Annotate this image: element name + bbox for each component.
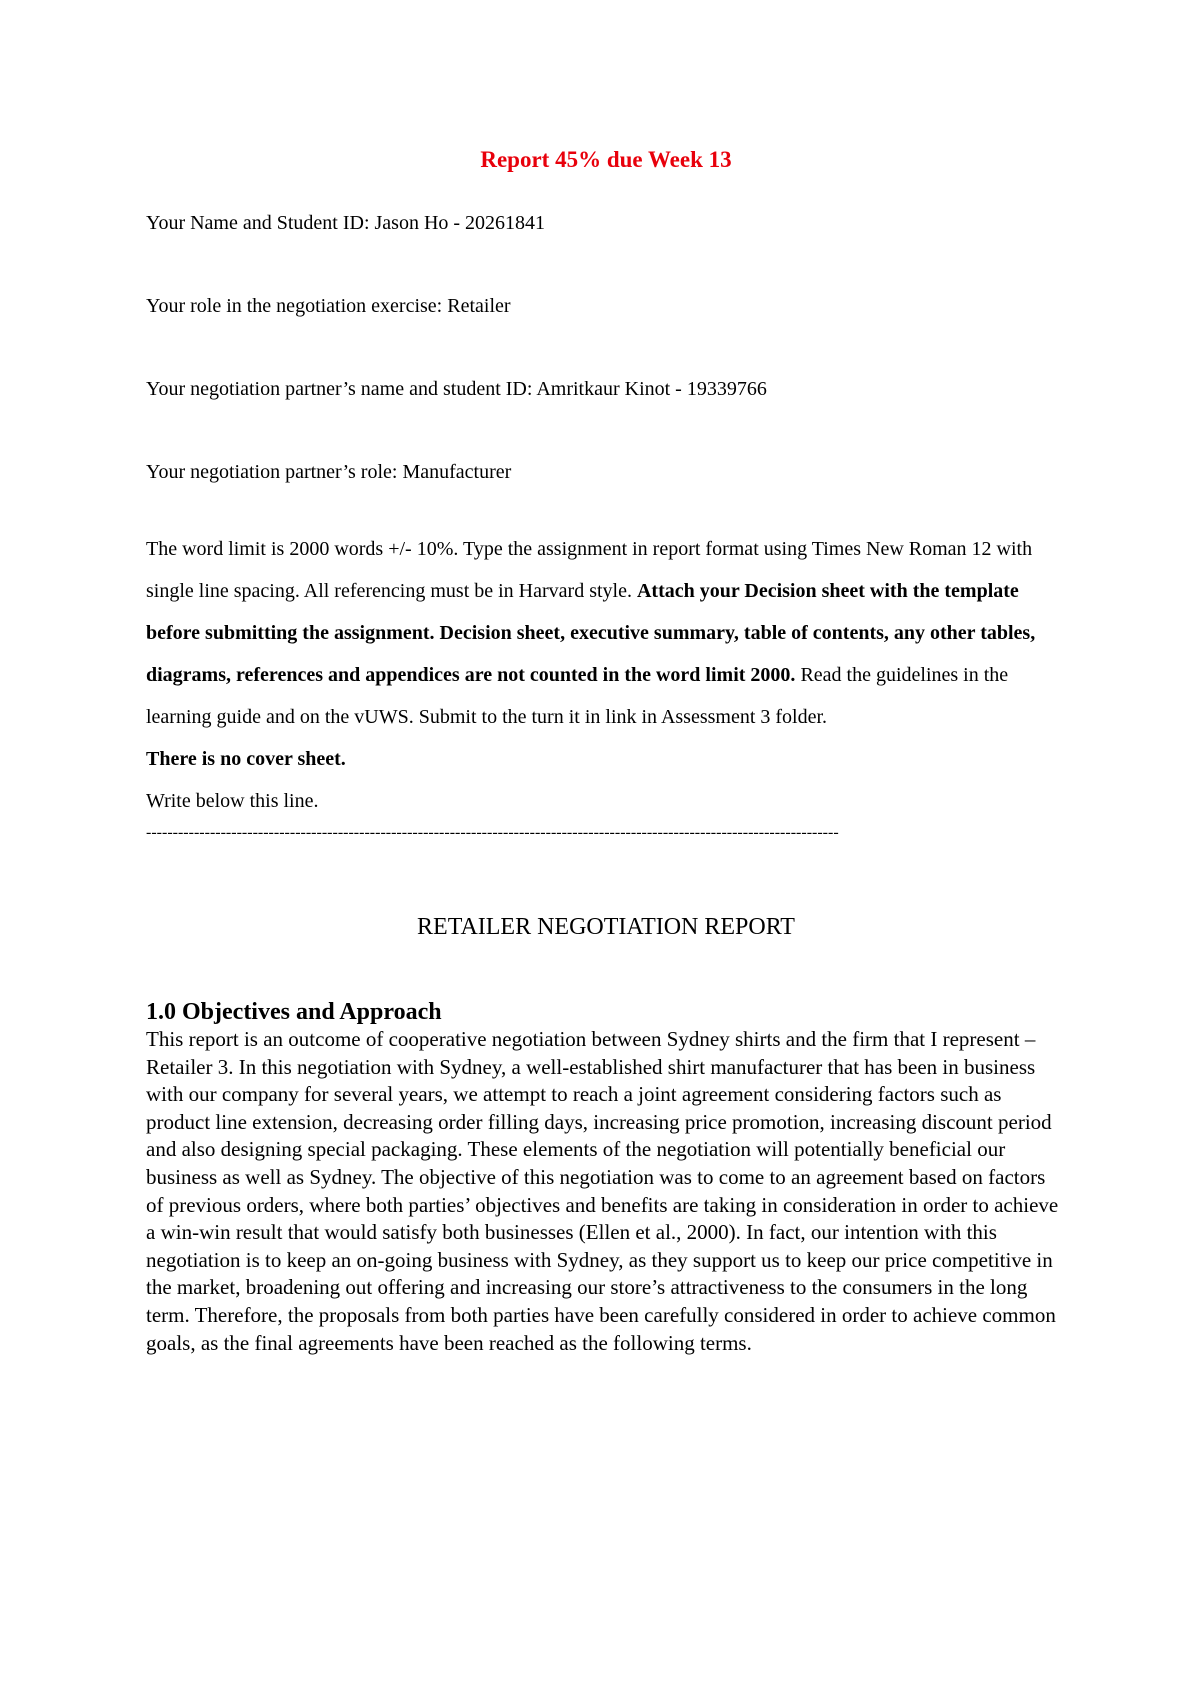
- write-below-note: Write below this line.: [146, 790, 319, 812]
- assignment-heading: Report 45% due Week 13: [480, 147, 732, 172]
- instructions-bold: Attach your Decision sheet with the template before submitting the assignment. Decision sheet, executive summary, table of contents, any other tables, diagrams, references and appendices are not counted in the word limit 2000.: [146, 580, 1036, 686]
- instructions-part1: The word limit is 2000 words +/- 10%. Type the assignment in report format using Times New Roman 12 with single line spacing. All referencing must be in Harvard style.: [146, 538, 1033, 602]
- instructions-part2: Read the guidelines in the learning guide and on the vUWS. Submit to the turn it in link in Assessment 3 folder.: [146, 664, 1009, 728]
- partner-role: Your negotiation partner’s role: Manufacturer: [146, 461, 512, 483]
- report-title: RETAILER NEGOTIATION REPORT: [417, 914, 795, 940]
- partner-name-id: Your negotiation partner’s name and student ID: Amritkaur Kinot - 19339766: [146, 378, 767, 400]
- page-content: [146, 146, 1066, 1357]
- instructions-paragraph: [146, 528, 1066, 738]
- section-body-objectives: This report is an outcome of cooperative negotiation between Sydney shirts and the firm that I represent – Retailer 3. In this negotiation with Sydney, a well-established shirt manufacturer that has been in business with our company for several years, we attempt to reach a joint agreement considering factors such as product line extension, decreasing order filling days, increasing price promotion, increasing discount period and also designing special packaging. These elements of the negotiation will potentially beneficial our business as well as Sydney. The objective of this negotiation was to come to an agreement based on factors of previous orders, where both parties’ objectives and benefits are taking in consideration in order to achieve a win-win result that would satisfy both businesses (Ellen et al., 2000). In fact, our intention with this negotiation is to keep an on-going business with Sydney, as they support us to keep our price competitive in the market, broadening out offering and increasing our store’s attractiveness to the consumers in the long term. Therefore, the proposals from both parties have been carefully considered in order to achieve common goals, as the final agreements have been reached as the following terms.: [146, 1027, 1059, 1355]
- student-role: Your role in the negotiation exercise: Retailer: [146, 295, 511, 317]
- student-name-id: Your Name and Student ID: Jason Ho - 20261841: [146, 212, 546, 234]
- section-heading-objectives: 1.0 Objectives and Approach: [146, 999, 442, 1025]
- no-cover-sheet-note: There is no cover sheet.: [146, 748, 346, 770]
- divider-line: ----------------------------------------------------------------------------------------------------------------------------------: [146, 824, 839, 841]
